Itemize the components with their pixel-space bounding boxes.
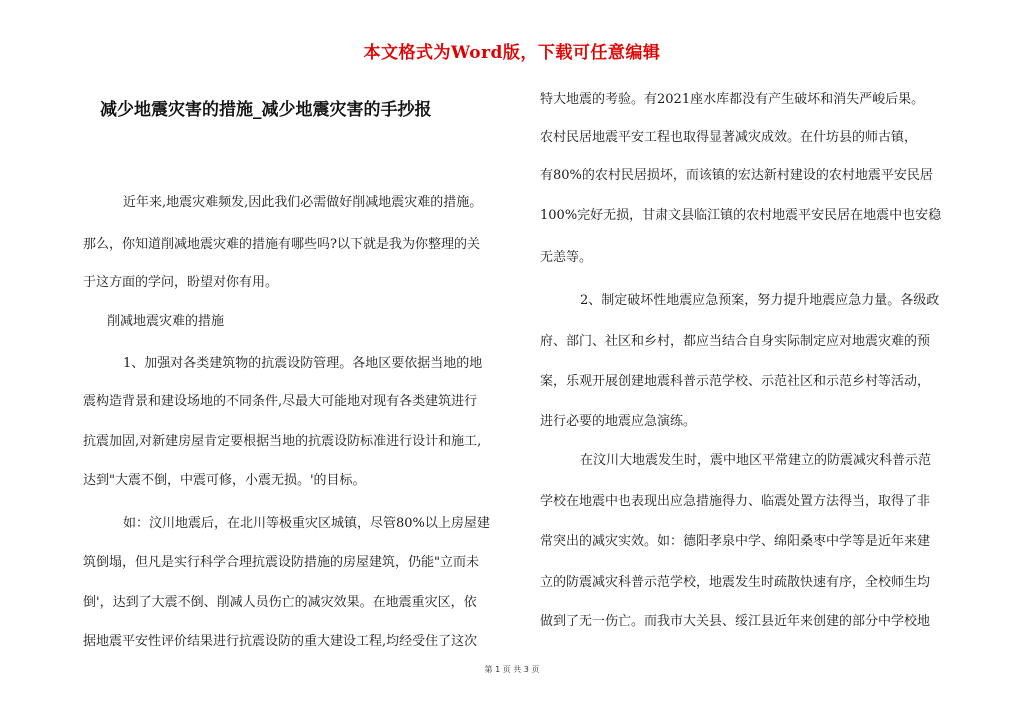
text-line: 无恙等。 — [540, 250, 593, 265]
text-line: 做到了无一伤亡。而我市大关县、绥江县近年来创建的部分中学校地 — [540, 614, 931, 629]
document-title: 减少地震灾害的措施_减少地震灾害的手抄报 — [100, 100, 432, 120]
text-line: 常突出的减灾实效。如：德阳孝泉中学、绵阳桑枣中学等是近年来建 — [540, 534, 931, 549]
text-line: 于这方面的学问，盼望对你有用。 — [83, 275, 279, 290]
text-line: 案，乐观开展创建地震科普示范学校、示范社区和示范乡村等活动， — [540, 374, 931, 389]
text-line: 抗震加固,对新建房屋肯定要根据当地的抗震设防标准进行设计和施工, — [83, 434, 482, 449]
text-line: 筑倒塌，但凡是实行科学合理抗震设防措施的房屋建筑，仍能"立而未 — [83, 555, 479, 570]
word-format-banner: 本文格式为Word版，下载可任意编辑 — [363, 43, 661, 63]
text-line: 府、部门、社区和乡村，都应当结合自身实际制定应对地震灾难的预 — [540, 334, 931, 349]
text-line: 2、制定破坏性地震应急预案，努力提升地震应急力量。各级政 — [580, 293, 940, 308]
text-line: 学校在地震中也表现出应急措施得力、临震处置方法得当，取得了非 — [540, 494, 931, 509]
text-line: 如：汶川地震后，在北川等极重灾区城镇，尽管80%以上房屋建 — [123, 516, 490, 531]
section-heading: 削减地震灾难的措施 — [107, 314, 225, 329]
page-number: 第 1 页 共 3 页 — [484, 665, 540, 674]
text-line: 震构造背景和建设场地的不同条件,尽最大可能地对现有各类建筑进行 — [83, 394, 478, 409]
text-line: 100%完好无损，甘肃文县临江镇的农村地震平安民居在地震中也安稳 — [540, 208, 942, 223]
text-line: 有80%的农村民居损坏，而该镇的宏达新村建设的农村地震平安民居 — [540, 168, 933, 183]
text-line: 立的防震减灾科普示范学校，地震发生时疏散快速有序，全校师生均 — [540, 575, 931, 590]
text-line: 在汶川大地震发生时，震中地区平常建立的防震减灾科普示范 — [580, 453, 932, 468]
text-line: 倒'，达到了大震不倒、削减人员伤亡的减灾效果。在地震重灾区，依 — [83, 595, 477, 610]
text-line: 那么，你知道削减地震灾难的措施有哪些吗?以下就是我为你整理的关 — [83, 237, 480, 252]
text-line: 达到"大震不倒，中震可修，小震无损。'的目标。 — [83, 473, 366, 488]
text-line: 近年来,地震灾难频发,因此我们必需做好削减地震灾难的措施。 — [123, 195, 483, 210]
text-line: 特大地震的考验。有2021座水库都没有产生破坏和消失严峻后果。 — [540, 92, 925, 107]
text-line: 据地震平安性评价结果进行抗震设防的重大建设工程,均经受住了这次 — [83, 634, 478, 649]
text-line: 1、加强对各类建筑物的抗震设防管理。各地区要依据当地的地 — [123, 356, 483, 371]
text-line: 进行必要的地震应急演练。 — [540, 414, 697, 429]
text-line: 农村民居地震平安工程也取得显著减灾成效。在什坊县的师古镇， — [540, 130, 918, 145]
